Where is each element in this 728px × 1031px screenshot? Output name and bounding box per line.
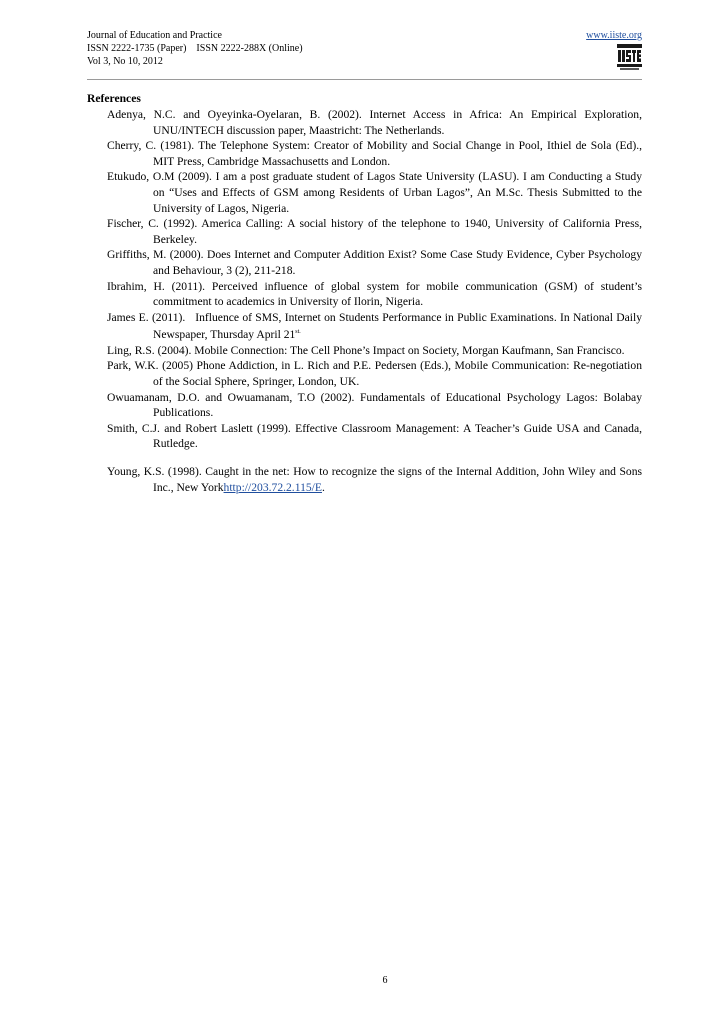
reference-entry: Fischer, C. (1992). America Calling: A social history of the telephone to 1940, University of California Press, Berkeley. xyxy=(107,217,642,246)
journal-url-link[interactable]: www.iiste.org xyxy=(586,30,642,41)
references-heading: References xyxy=(87,92,141,105)
reference-entry: Cherry, C. (1981). The Telephone System: Creator of Mobility and Social Change in Pool, Ithiel de Sola (Ed)., MIT Press, Cambridge Massachusetts and London. xyxy=(107,139,642,168)
reference-entry: Smith, C.J. and Robert Laslett (1999). Effective Classroom Management: A Teacher’s Guide USA and Canada, Rutledge. xyxy=(107,421,642,451)
header-divider xyxy=(87,79,642,80)
references-list xyxy=(107,107,645,495)
iiste-logo xyxy=(617,44,642,74)
page-number: 6 xyxy=(382,975,388,986)
reference-entry: Owuamanam, D.O. and Owuamanam, T.O (2002). Fundamentals of Educational Psychology Lagos: Bolabay Publications. xyxy=(107,390,642,420)
journal-issn: ISSN 2222-1735 (Paper) ISSN 2222-288X (Online) xyxy=(87,43,303,54)
reference-entry: Ling, R.S. (2004). Mobile Connection: The Cell Phone’s Impact on Society, Morgan Kaufmann, San Francisco. xyxy=(107,343,625,357)
journal-header xyxy=(87,29,642,68)
superscript-suffix: st. xyxy=(295,329,301,336)
reference-url-link[interactable]: http://203.72.2.115/E xyxy=(223,480,322,494)
reference-entry: Griffiths, M. (2000). Does Internet and Computer Addition Exist? Some Case Study Evidence, Cyber Psychology and Behaviour, 3 (2), 211-218. xyxy=(107,248,642,277)
reference-entry: Park, W.K. (2005) Phone Addiction, in L. Rich and P.E. Pedersen (Eds.), Mobile Communication: Re-negotiation of the Social Sphere, Springer, London, UK. xyxy=(107,359,642,388)
reference-entry: James E. (2011). Influence of SMS, Internet on Students Performance in Public Examinations. In National Daily Newspaper, Thursday April $21^{st.}$ xyxy=(107,310,645,342)
reference-entry: Etukudo, O.M (2009). I am a post graduate student of Lagos State University (LASU). I am Conducting a Study on “Uses and Effects of GSM among Residents of Urban Lagos”, An M.Sc. Thesis Submitted to the University of Lagos, Nigeria. xyxy=(107,170,642,215)
journal-name: Journal of Education and Practice xyxy=(87,30,222,41)
reference-entry: Ibrahim, H. (2011). Perceived influence of global system for mobile communication (GSM) of student’s commitment to academics in University of Ilorin, Nigeria. xyxy=(107,279,642,309)
reference-entry: Young, K.S. (1998). Caught in the net: How to recognize the signs of the Internal Addition, John Wiley and Sons Inc., New Yorkhttp://203.72.2.115/E. xyxy=(107,464,642,494)
journal-volume: Vol 3, No 10, 2012 xyxy=(87,56,163,67)
reference-entry: Adenya, N.C. and Oyeyinka-Oyelaran, B. (2002). Internet Access in Africa: An Empirical Exploration, UNU/INTECH discussion paper, Maastricht: The Netherlands. xyxy=(107,108,642,137)
